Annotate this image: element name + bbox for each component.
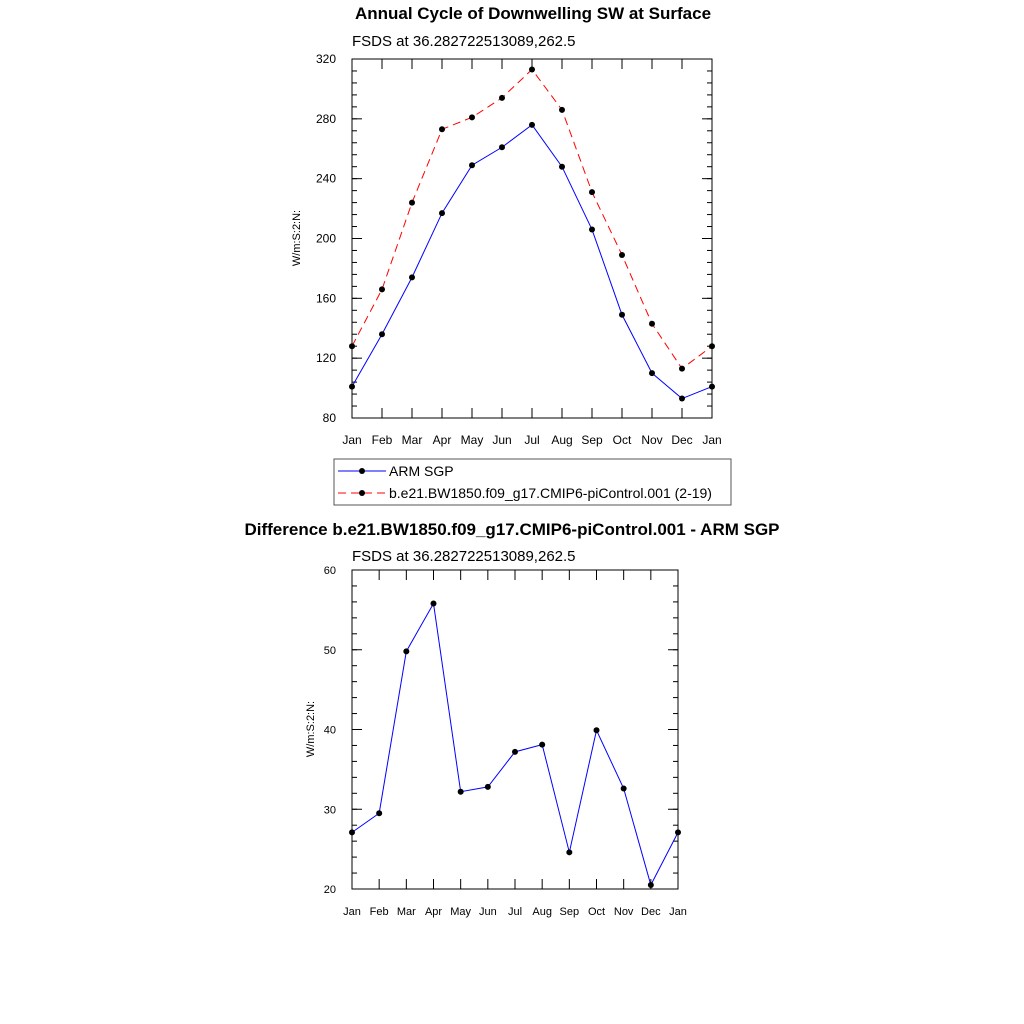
top-x-tick-label: Oct <box>612 433 632 447</box>
top-series-group <box>349 66 715 401</box>
bottom-series-0-point <box>594 727 600 733</box>
top-series-0-point <box>469 162 475 168</box>
top-series-1-point <box>469 114 475 120</box>
bottom-x-tick-label: Nov <box>613 906 634 918</box>
top-series-0-point <box>409 274 415 280</box>
top-series-0-point <box>649 370 655 376</box>
top-series-1-point <box>349 343 355 349</box>
top-series-1-point <box>619 252 625 258</box>
top-x-tick-label: Jul <box>524 433 540 447</box>
legend <box>334 459 731 505</box>
top-x-tick-label: Jun <box>492 433 512 447</box>
top-series-1-point <box>409 200 415 206</box>
bottom-series-0-point <box>349 829 355 835</box>
bottom-series-0-point <box>621 786 627 792</box>
top-y-tick-label: 280 <box>315 111 336 126</box>
top-series-0-line <box>352 125 712 399</box>
top-series-1-point <box>439 126 445 132</box>
top-chart-title: Annual Cycle of Downwelling SW at Surface <box>354 4 712 23</box>
top-y-tick-label: 120 <box>315 351 336 366</box>
bottom-series-0-point <box>403 648 409 654</box>
top-x-tick-label: Jan <box>702 433 722 447</box>
top-series-1-point <box>499 95 505 101</box>
top-series-1-point <box>679 366 685 372</box>
top-series-1-point <box>379 286 385 292</box>
top-x-tick-label: Mar <box>401 433 423 447</box>
bottom-x-tick-label: Jan <box>669 906 687 918</box>
top-plot-frame <box>352 59 712 418</box>
bottom-chart-subtitle: FSDS at 36.282722513089,262.5 <box>352 548 576 565</box>
legend-label-arm-sgp: ARM SGP <box>389 463 454 479</box>
top-series-0-point <box>619 312 625 318</box>
bottom-x-tick-label: Jul <box>507 906 523 918</box>
top-x-tick-label: Aug <box>551 433 573 447</box>
bottom-series-0-point <box>376 810 382 816</box>
top-series-1-point <box>529 66 535 72</box>
top-series-0-point <box>589 227 595 233</box>
bottom-y-axis-label: W/m:S:2:N: <box>305 700 317 758</box>
top-series-0-point <box>679 396 685 402</box>
bottom-x-tick-label: May <box>450 906 472 918</box>
top-series-1-point <box>559 107 565 113</box>
bottom-series-group <box>349 600 681 888</box>
bottom-y-tick-label: 30 <box>323 804 336 817</box>
top-chart-subtitle: FSDS at 36.282722513089,262.5 <box>352 33 576 50</box>
bottom-series-0-point <box>512 749 518 755</box>
top-x-tick-label: Apr <box>432 433 452 447</box>
bottom-x-tick-label: Oct <box>587 906 606 918</box>
top-y-tick-label: 320 <box>315 52 336 66</box>
bottom-series-0-point <box>675 829 681 835</box>
top-series-0-point <box>349 384 355 390</box>
top-series-0-point <box>439 210 445 216</box>
bottom-series-0-point <box>458 789 464 795</box>
top-series-1-point <box>589 189 595 195</box>
top-y-tick-label: 240 <box>315 171 336 186</box>
top-series-1-point <box>649 321 655 327</box>
top-series-0-point <box>499 144 505 150</box>
top-y-tick-label: 80 <box>322 411 336 425</box>
bottom-y-tick-label: 50 <box>323 644 336 657</box>
bottom-series-0-point <box>539 742 545 748</box>
bottom-plot-frame <box>352 570 678 889</box>
bottom-series-0-line <box>352 603 678 885</box>
bottom-y-tick-label: 40 <box>323 724 336 737</box>
bottom-series-0-point <box>648 882 654 888</box>
top-series-0-point <box>529 122 535 128</box>
bottom-x-tick-label: Apr <box>424 906 443 918</box>
top-x-tick-label: Sep <box>581 433 603 447</box>
bottom-x-tick-label: Jun <box>478 906 497 918</box>
bottom-series-0-point <box>566 849 572 855</box>
bottom-x-tick-label: Aug <box>532 906 552 918</box>
top-series-1-point <box>709 343 715 349</box>
top-x-tick-label: May <box>460 433 484 447</box>
top-x-tick-label: Dec <box>671 433 693 447</box>
top-series-0-point <box>709 384 715 390</box>
bottom-y-tick-label: 60 <box>323 565 336 577</box>
legend-marker-model <box>359 490 365 496</box>
bottom-x-tick-label: Sep <box>559 906 580 918</box>
bottom-x-tick-label: Feb <box>369 906 389 918</box>
bottom-y-tick-label: 20 <box>323 884 336 896</box>
bottom-axes <box>324 565 687 918</box>
bottom-series-0-point <box>431 600 437 606</box>
top-series-0-point <box>379 331 385 337</box>
legend-label-model: b.e21.BW1850.f09_g17.CMIP6-piControl.001 (2-19) <box>389 485 712 501</box>
bottom-x-tick-label: Mar <box>396 906 416 918</box>
top-y-tick-label: 160 <box>315 291 336 306</box>
bottom-x-tick-label: Jan <box>343 906 361 918</box>
top-x-tick-label: Nov <box>641 433 663 447</box>
top-series-0-point <box>559 164 565 170</box>
top-axes <box>316 52 722 447</box>
top-y-axis-label: W/m:S:2:N: <box>291 209 303 267</box>
top-y-tick-label: 200 <box>315 231 336 246</box>
bottom-x-tick-label: Dec <box>641 906 661 918</box>
legend-marker-arm-sgp <box>359 468 365 474</box>
top-series-1-line <box>352 69 712 368</box>
bottom-chart-title: Difference b.e21.BW1850.f09_g17.CMIP6-piControl.001 - ARM SGP <box>244 520 780 539</box>
top-x-tick-label: Feb <box>371 433 393 447</box>
top-x-tick-label: Jan <box>342 433 362 447</box>
bottom-series-0-point <box>485 784 491 790</box>
